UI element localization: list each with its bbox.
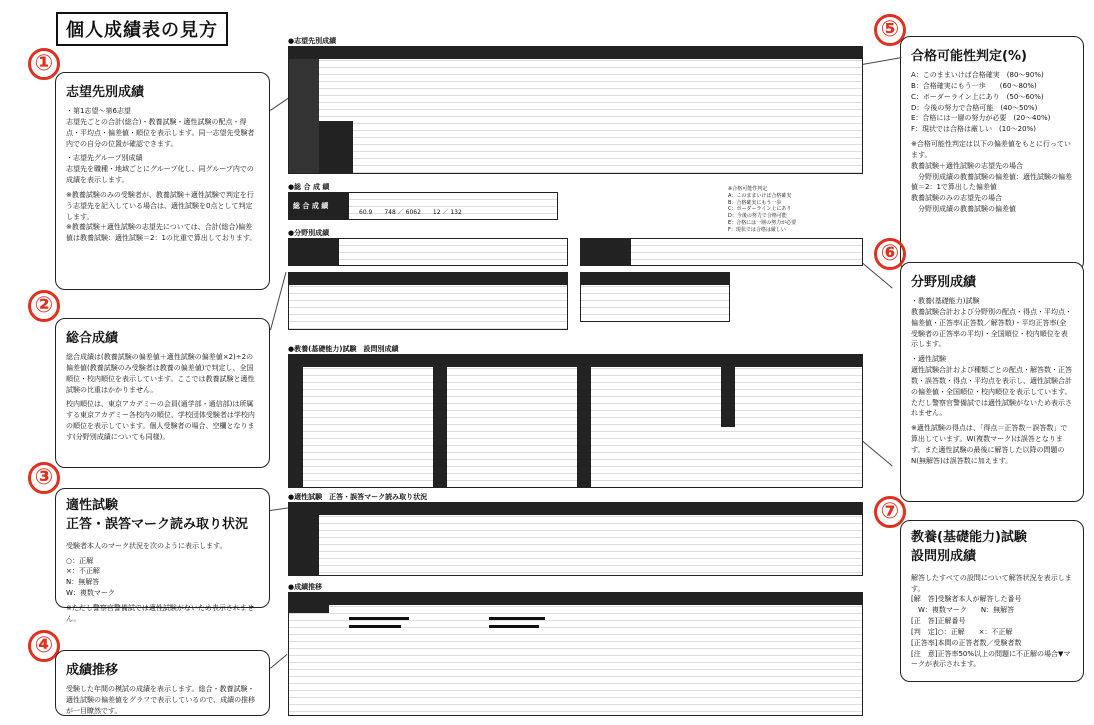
callout-question-scores bbox=[900, 520, 1084, 682]
callout-number-5: ⑤ bbox=[874, 14, 906, 46]
aptitude-mark-table bbox=[288, 502, 863, 576]
group-label-cell bbox=[319, 121, 353, 173]
callout-heading: 適性試験 正答・誤答マーク読み取り状況 bbox=[66, 498, 249, 532]
section-label: ●適性試験 正答・誤答マーク読み取り状況 bbox=[288, 493, 428, 501]
trend-bar bbox=[489, 617, 545, 620]
section-label: ●総 合 成 績 bbox=[288, 183, 330, 191]
field-score-table-general bbox=[288, 238, 568, 266]
field-score-table-aptitude bbox=[580, 238, 863, 266]
callout-heading: 志望先別成績 bbox=[66, 85, 145, 100]
table-header bbox=[289, 47, 862, 59]
callout-number-7: ⑦ bbox=[874, 496, 906, 528]
callout-text: 受験者本人のマーク状況を次のように表示します。 bbox=[66, 541, 227, 550]
callout-heading: 総合成績 bbox=[66, 331, 119, 346]
table-header bbox=[289, 355, 862, 367]
callout-number-6: ⑥ bbox=[874, 238, 906, 270]
trend-bar bbox=[489, 625, 539, 628]
callout-number-2: ② bbox=[28, 290, 60, 322]
leader-line bbox=[861, 440, 892, 466]
callout-text: ○：正解 ×：不正解 N：無解答 W：複数マーク bbox=[66, 556, 115, 598]
number-column bbox=[289, 367, 303, 487]
callout-heading: 合格可能性判定(%) bbox=[911, 49, 1027, 64]
table-header bbox=[289, 593, 862, 605]
overall-values: 60.9 748 ／ 6062 12 ／ 132 bbox=[359, 209, 462, 216]
number-column bbox=[721, 367, 735, 427]
callout-text: 校内順位は、東京アカデミーの会員(通学部・通信部)は所属する東京アカデミー各校内の順位、学校団体受験者は学校内の順位を表示しています。個人受験者の場合、空欄となります(分野別成績についても同様)。 bbox=[66, 400, 255, 441]
section-label: ●成績推移 bbox=[288, 583, 323, 591]
callout-text: ・教養(基礎能力)試験 教養試験合計および分野別の配点・得点・平均点・偏差値・正答率(正答数／解答数)・平均正答率(全受験者の正答率の平均)・全国順位・校内順位を表示します。 bbox=[911, 297, 1072, 349]
row-label-column bbox=[289, 593, 329, 613]
sample-score-sheet bbox=[288, 36, 863, 716]
callout-text: ・第1志望～第6志望 志望先ごとの合計(総合)・教養試験・適性試験の配点・得点・平均点・偏差値・順位を表示します。同一志望先受験者内での自分の位置が確認できます。 bbox=[66, 107, 255, 148]
callout-text: ※ただし警察官警備試では適性試験がないため表示されません。 bbox=[66, 603, 254, 623]
aptitude-detail-table bbox=[580, 272, 730, 322]
page-title: 個人成績表の見方 bbox=[56, 12, 228, 46]
table-header bbox=[289, 503, 862, 515]
number-column bbox=[577, 367, 591, 487]
callout-target-ranking bbox=[55, 72, 270, 290]
pass-legend-notes: ※合格可能性判定 A：このままいけば合格確実 B：合格確実にもう一歩 C：ボーダーライン上にあり D：今後の努力で合格可能 E：合格には一層の努力が必要 F：現状では合格は厳しい bbox=[728, 186, 797, 233]
callout-score-trend bbox=[55, 650, 270, 716]
field-total-cell bbox=[581, 239, 631, 265]
section-label: ●志望先別成績 bbox=[288, 37, 337, 45]
callout-aptitude-marks bbox=[55, 488, 270, 623]
callout-number-3: ③ bbox=[28, 462, 60, 494]
number-column bbox=[433, 367, 447, 487]
table-side-header bbox=[289, 59, 319, 173]
callout-heading: 分野別成績 bbox=[911, 275, 977, 290]
callout-text: 解答したすべての設問について解答状況を表示します。 [解 答]受験者本人が解答した番号 W：複数マーク N：無解答 [正 答]正解番号 [判 定]○：正解 ×：不正解 [正答率]本間の正答者数／受験者数 [注 意]正答率50%以上の問題に不正解の場合▼マークが表示されます。 bbox=[911, 573, 1072, 669]
trend-bar bbox=[349, 617, 409, 620]
callout-text: 総合成績は(教養試験の偏差値＋適性試験の偏差値×2)÷2の偏差値(教養試験のみ受験者は教養の偏差値)で判定し、全国順位・校内順位を表示しています。ここでは教養試験と適性試験の比重はかかりません。 bbox=[66, 353, 255, 394]
callout-heading: 教養(基礎能力)試験 設問別成績 bbox=[911, 530, 1027, 564]
row-label-column bbox=[289, 515, 319, 575]
section-label: ●分野別成績 bbox=[288, 229, 330, 237]
callout-heading: 成績推移 bbox=[66, 663, 119, 678]
callout-overall-result bbox=[55, 318, 270, 468]
section-label: ●教養(基礎能力)試験 設問別成績 bbox=[288, 345, 399, 353]
callout-text: ※教養試験のみの受験者が、教養試験＋適性試験で判定を行う志望先を記入している場合は、適性試験を0点として判定します。 ※教養試験＋適性試験の志望先については、合計(総合)偏差値は教養試験：適性試験＝2：1の比重で算出しております。 bbox=[66, 190, 257, 243]
callout-text: ・適性試験 適性試験合計および種類ごとの配点・解答数・正答数・誤答数・得点・平均点を表示し、適性試験合計の偏差値・全国順位・校内順位を表示しています。ただし警察官警備試では適性試験がないため表示されません。 bbox=[911, 355, 1072, 418]
question-score-table bbox=[288, 354, 863, 488]
callout-text: ※適性試験の得点は、「得点＝正答数－誤答数」で算出しています。W(複数マーク)は誤答となります。また適性試験の最後に解答した以降の問題のN(無解答)は誤答数に加えます。 bbox=[911, 424, 1068, 465]
field-total-cell bbox=[289, 239, 339, 265]
score-trend-table bbox=[288, 592, 863, 716]
callout-text: ・志望先グループ別成績 志望先を職種・地域ごとにグループ化し、同グループ内での成績を表示します。 bbox=[66, 154, 254, 185]
target-ranking-table bbox=[288, 46, 863, 174]
leader-line bbox=[270, 272, 286, 330]
overall-label: 総 合 成 績 bbox=[293, 202, 329, 210]
table-header bbox=[289, 273, 567, 285]
callout-number-1: ① bbox=[28, 48, 60, 80]
overall-result-table bbox=[288, 192, 558, 220]
callout-text: A：このままいけば合格確実 (80～90%) B：合格確実にもう一歩 (60～80%) C：ボーダーライン上にあり (50～60%) D：今後の努力で合格可能 (40～50%) E：合格には一層の努力が必要 (20～40%) F：現状では合格は厳しい (10～20%) bbox=[911, 71, 1051, 134]
field-score-table-detail bbox=[288, 272, 568, 330]
callout-text: 受験した年間の模試の成績を表示します。総合・教養試験・適性試験の偏差値をグラフで表示しているので、成績の推移が一目瞭然です。 bbox=[66, 685, 256, 715]
callout-field-scores bbox=[900, 262, 1084, 502]
callout-number-4: ④ bbox=[28, 630, 60, 662]
table-header bbox=[581, 273, 729, 285]
leader-line bbox=[270, 654, 287, 669]
callout-text: ※合格可能性判定は以下の偏差値をもとに行っています。 教養試験＋適性試験の志望先の場合 分野別成績の教養試験の偏差値：適性試験の偏差値＝2：1で算出した偏差値 教養試験のみの志望先の場合 分野別成績の教養試験の偏差値 bbox=[911, 140, 1072, 214]
callout-pass-probability bbox=[900, 36, 1084, 272]
leader-line bbox=[862, 57, 902, 65]
trend-bar bbox=[349, 625, 401, 628]
